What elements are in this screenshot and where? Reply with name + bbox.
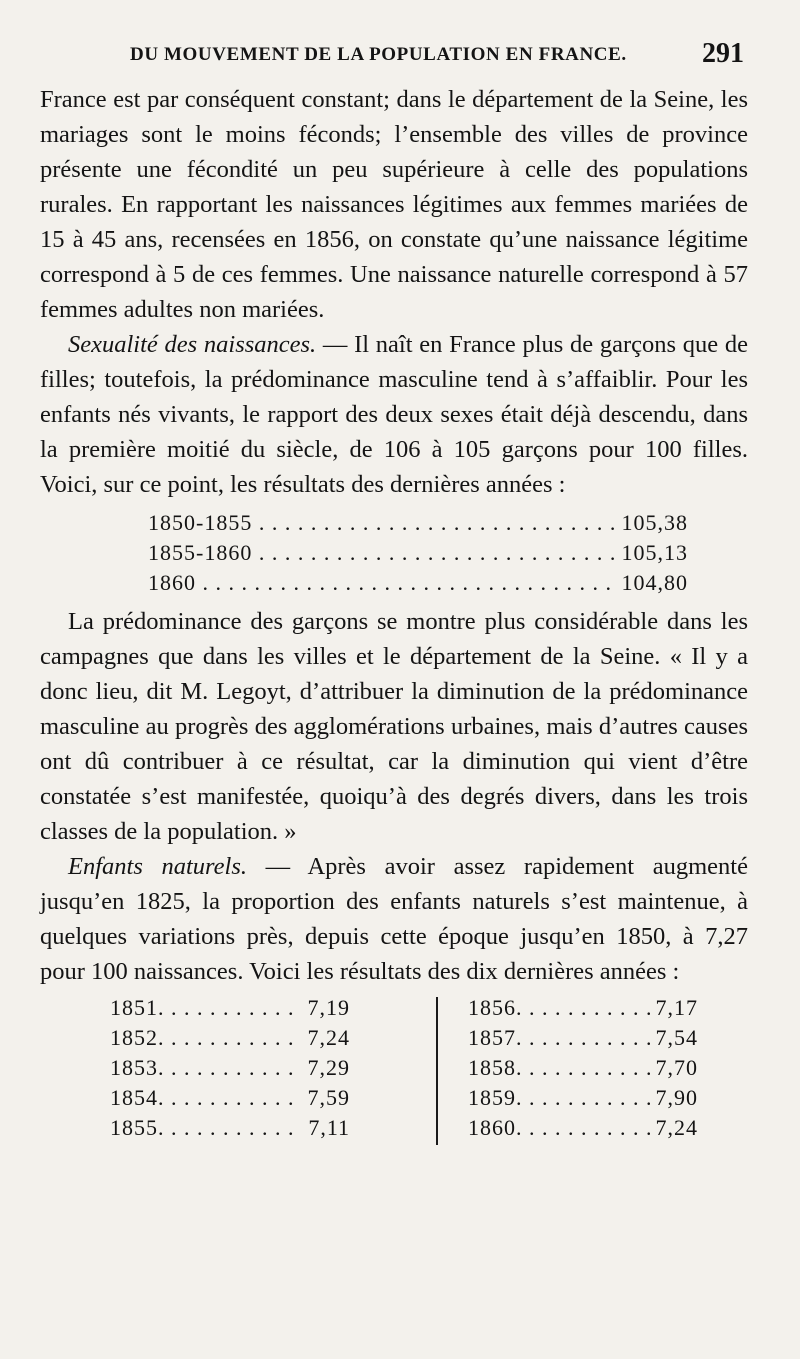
ratio-value: 105,13	[621, 540, 688, 565]
year-label: 1852	[110, 1025, 158, 1050]
table-row	[148, 568, 688, 598]
page-number: 291	[702, 38, 744, 69]
table-row	[468, 1053, 698, 1083]
rate-value: 7,54	[655, 1025, 698, 1050]
paragraph-predominance: La prédominance des garçons se montre plus considérable dans les campagnes que dans les villes et le département de la Seine. « Il y a donc lieu, dit M. Legoyt, d’attribuer la diminution de la prédominance masculine au progrès des agglomérations urbaines, mais d’autres causes ont dû contribuer à ce résultat, car la diminution qui vient d’être constatée s’est manifestée, quoiqu’à des degrés divers, dans les trois classes de la population. »	[40, 608, 748, 845]
leader-dots	[516, 993, 650, 1023]
ratio-value: 104,80	[621, 570, 688, 595]
year-label: 1857	[468, 1025, 516, 1050]
sex-ratio-table	[148, 508, 688, 598]
year-label: 1860	[468, 1115, 516, 1140]
paragraph-enfants-naturels-text: — Après avoir assez rapidement augmenté jusqu’en 1825, la proportion des enfants naturels s’est maintenue, à quelques variations près, depuis cette époque jusqu’en 1850, à 7,27 pour 100 naissances. Voici les résultats des dix dernières années :	[40, 853, 748, 985]
year-label: 1855	[110, 1115, 158, 1140]
table-column-left	[110, 993, 350, 1143]
leader-dots	[516, 1083, 650, 1113]
year-label: 1854	[110, 1085, 158, 1110]
page-header	[0, 38, 800, 78]
paragraph-enfants-naturels	[40, 849, 748, 989]
paragraph-sexualite	[40, 327, 748, 502]
rate-value: 7,59	[307, 1085, 350, 1110]
paragraph-fecondite: France est par conséquent constant; dans le département de la Seine, les mariages sont le moins féconds; l’ensemble des villes de province présente une fécondité un peu supérieure à celle des populations rurales. En rapportant les naissances légitimes aux femmes mariées de 15 à 45 ans, recensées en 1856, on constate qu’une naissance légitime correspond à 5 de ces femmes. Une naissance naturelle correspond à 57 femmes adultes non mariées.	[40, 86, 748, 323]
table-column-right	[468, 993, 698, 1143]
rate-value: 7,19	[307, 995, 350, 1020]
year-label: 1853	[110, 1055, 158, 1080]
year-label: 1859	[468, 1085, 516, 1110]
table-row	[110, 1083, 350, 1113]
table-row	[110, 1053, 350, 1083]
column-divider	[436, 997, 438, 1145]
period-label: 1850-1855 . . .	[148, 508, 614, 538]
rate-value: 7,90	[655, 1085, 698, 1110]
section-lead-enfants-naturels: Enfants naturels.	[68, 853, 248, 880]
leader-dots	[516, 1113, 650, 1143]
table-row	[110, 993, 350, 1023]
leader-dots	[158, 993, 302, 1023]
period-label: 1860 . . .	[148, 568, 614, 598]
period-label: 1855-1860 . . .	[148, 538, 614, 568]
leader-dots	[158, 1023, 302, 1053]
rate-value: 7,17	[655, 995, 698, 1020]
rate-value: 7,24	[307, 1025, 350, 1050]
table-row	[468, 993, 698, 1023]
section-lead-sexualite: Sexualité des naissances.	[68, 331, 317, 358]
leader-dots	[158, 1113, 302, 1143]
paragraph-sexualite-text: — Il naît en France plus de garçons que de filles; toutefois, la prédominance masculine tend à s’affaiblir. Pour les enfants nés vivants, le rapport des deux sexes était déjà descendu, dans la première moitié du siècle, de 106 à 105 garçons pour 100 filles. Voici, sur ce point, les résultats des dernières années :	[40, 331, 748, 498]
rate-value: 7,24	[655, 1115, 698, 1140]
table-row	[110, 1023, 350, 1053]
ratio-value: 105,38	[621, 510, 688, 535]
year-label: 1851	[110, 995, 158, 1020]
table-row	[148, 538, 688, 568]
table-row	[468, 1083, 698, 1113]
leader-dots	[158, 1053, 302, 1083]
running-title: DU MOUVEMENT DE LA POPULATION EN FRANCE.	[130, 44, 627, 65]
table-row	[468, 1023, 698, 1053]
table-row	[110, 1113, 350, 1143]
leader-dots	[516, 1053, 650, 1083]
rate-value: 7,29	[307, 1055, 350, 1080]
leader-dots	[516, 1023, 650, 1053]
rate-value: 7,11	[308, 1115, 350, 1140]
rate-value: 7,70	[655, 1055, 698, 1080]
table-row	[148, 508, 688, 538]
leader-dots	[158, 1083, 302, 1113]
table-row	[468, 1113, 698, 1143]
page-body	[40, 82, 748, 1140]
year-label: 1858	[468, 1055, 516, 1080]
year-label: 1856	[468, 995, 516, 1020]
